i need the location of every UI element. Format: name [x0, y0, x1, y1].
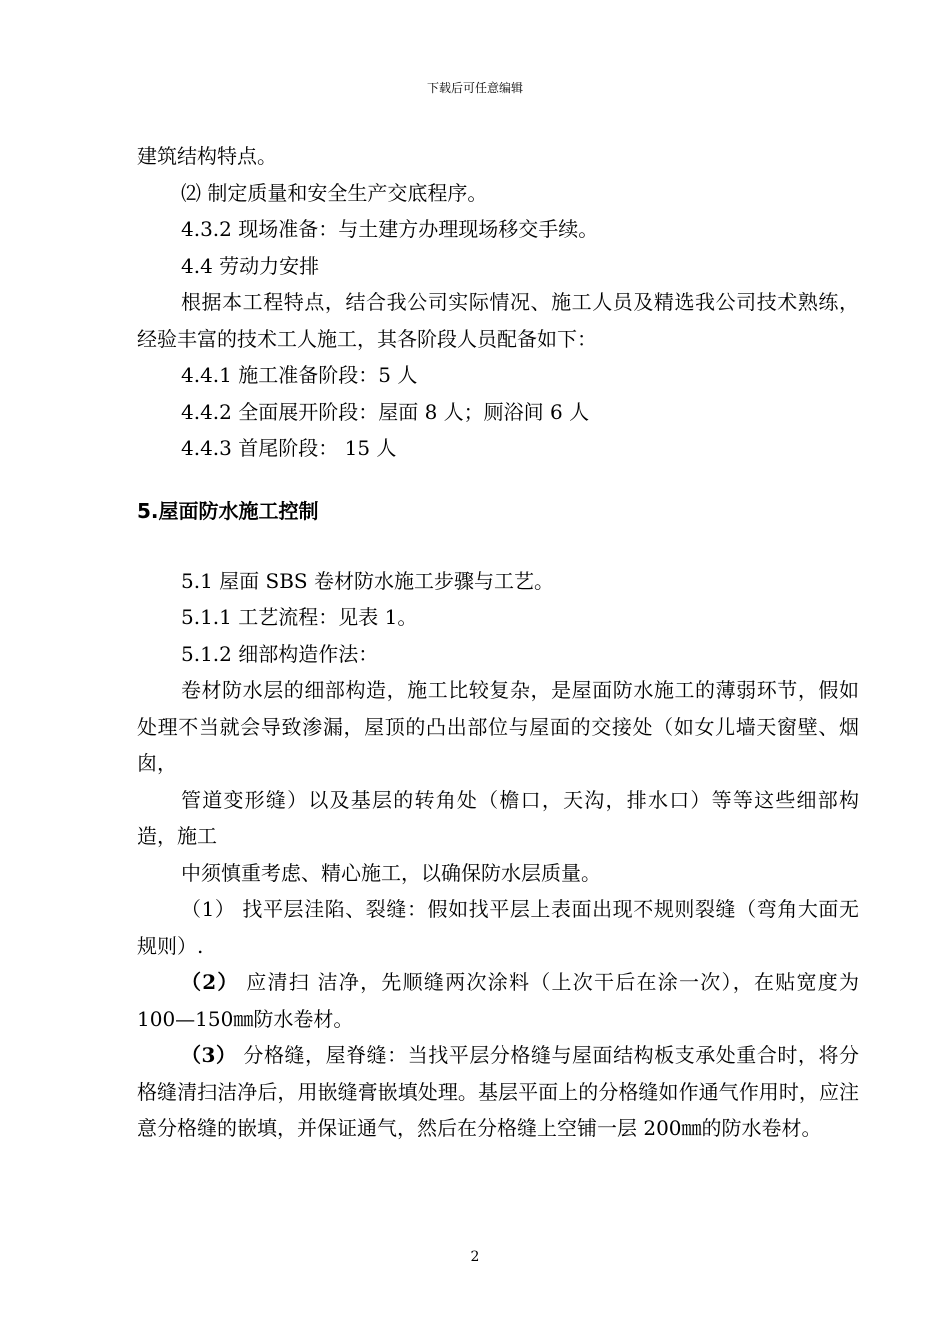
paragraph: 根据本工程特点，结合我公司实际情况、施工人员及精选我公司技术熟练，经验丰富的技术工人施工，其各阶段人员配备如下： — [137, 290, 859, 351]
paragraph: 中须慎重考虑、精心施工，以确保防水层质量。 — [181, 860, 601, 885]
item-label: （2） — [181, 970, 239, 994]
section-title: 5.屋面防水施工控制 — [137, 498, 319, 523]
paragraph: 4.4.2 全面展开阶段：屋面 8 人；厕浴间 6 人 — [181, 399, 590, 424]
paragraph: 5.1 屋面 SBS 卷材防水施工步骤与工艺。 — [181, 568, 554, 593]
paragraph: 4.4 劳动力安排 — [181, 253, 320, 278]
paragraph — [137, 1037, 859, 1147]
item-text: 应清扫 洁净，先顺缝两次涂料（上次干后在涂一次），在贴宽度为 100—150㎜防水卷材。 — [137, 970, 860, 1031]
paragraph: 4.3.2 现场准备：与土建方办理现场移交手续。 — [181, 217, 599, 241]
item-text: 分格缝，屋脊缝：当找平层分格缝与屋面结构板支承处重合时，将分格缝清扫洁净后，用嵌缝膏嵌填处理。基层平面上的分格缝如作通气作用时，应注意分格缝的嵌填，并保证通气，然后在分格缝上空铺一层 200㎜的防水卷材。 — [137, 1043, 859, 1140]
paragraph: ⑵ 制定质量和安全生产交底程序。 — [181, 180, 488, 205]
document-body — [137, 138, 859, 1147]
paragraph: （1） 找平层洼陷、裂缝：假如找平层上表面出现不规则裂缝（弯角大面无规则）. — [137, 897, 859, 958]
item-label: （3） — [181, 1043, 237, 1067]
paragraph — [137, 964, 859, 1037]
paragraph: 5.1.2 细部构造作法： — [181, 641, 379, 666]
paragraph: 5.1.1 工艺流程：见表 1。 — [181, 605, 418, 629]
paragraph: 4.4.3 首尾阶段： 15 人 — [181, 436, 397, 460]
paragraph: 建筑结构特点。 — [137, 144, 277, 168]
paragraph: 4.4.1 施工准备阶段：5 人 — [181, 363, 418, 387]
paragraph: 卷材防水层的细部构造，施工比较复杂，是屋面防水施工的薄弱环节，假如处理不当就会导致渗漏，屋顶的凸出部位与屋面的交接处（如女儿墙天窗壁、烟囱， — [137, 678, 859, 775]
paragraph: 管道变形缝）以及基层的转角处（檐口，天沟，排水口）等等这些细部构造，施工 — [137, 787, 859, 848]
page-header: 下载后可任意编辑 — [426, 81, 523, 95]
page-number: 2 — [470, 1249, 480, 1265]
